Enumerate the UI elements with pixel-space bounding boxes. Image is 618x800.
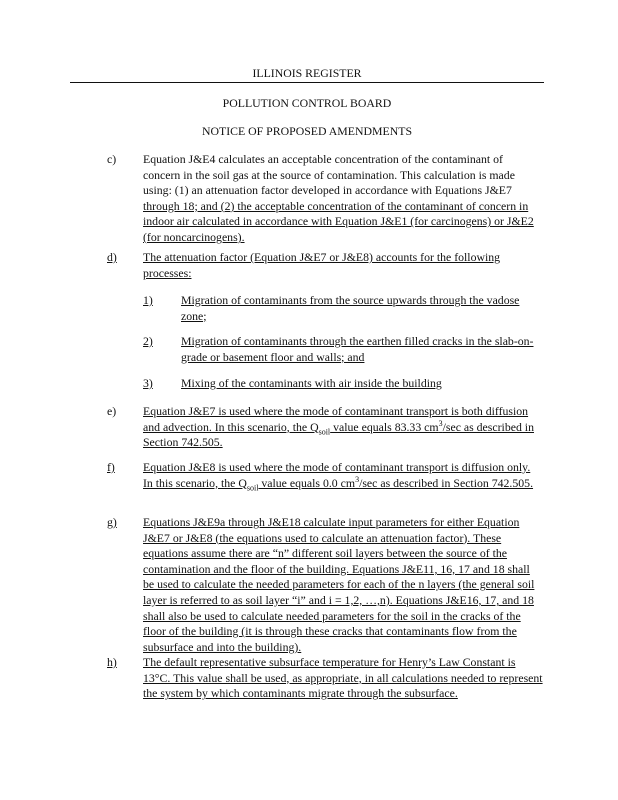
section-c-underlined: through 18; and (2) the acceptable concentration of the contaminant of concern in indoor air calculated in accordance with Equation J&E1 (for carcinogens) or J&E2 (for noncarcinogens).: [143, 198, 534, 244]
section-e-sup: 3: [438, 418, 443, 428]
section-h-text: The default representative subsurface temperature for Henry’s Law Constant is 13°C. This value shall be used, as appropriate, in all calculations needed to represent the system by which contaminants migrate through the subsurface.: [143, 655, 543, 701]
section-d-item-1-label: 1): [143, 293, 153, 307]
section-d-item-1-text: Migration of contaminants from the source upwards through the vadose zone;: [181, 293, 520, 323]
section-e-part2: value equals 83.33 cm: [330, 419, 439, 434]
section-d-item-2-text: Migration of contaminants through the earthen filled cracks in the slab-on-grade or basement floor and walls; and: [181, 334, 534, 364]
section-h-label: h): [107, 655, 117, 669]
header-rule: [70, 82, 544, 83]
section-d-label: d): [107, 250, 117, 264]
section-d-item-3-text: Mixing of the contaminants with air inside the building: [181, 376, 442, 390]
section-e-part1: Equation J&E7 is used where the mode of contaminant transport is both diffusion and advection. In this scenario, the Q: [143, 404, 529, 434]
section-f-text: [143, 460, 543, 491]
section-e-label: e): [107, 404, 117, 418]
section-f-part3: /sec as described in Section 742.505.: [359, 475, 534, 490]
section-c-text: [143, 152, 543, 246]
section-d-text: The attenuation factor (Equation J&E7 or J&E8) accounts for the following processes:: [143, 250, 501, 280]
section-f-sub: soil: [246, 482, 259, 492]
register-title: ILLINOIS REGISTER: [252, 66, 362, 80]
section-c-plain: Equation J&E4 calculates an acceptable concentration of the contaminant of concern in the soil gas at the source of contamination. This calculation is made using: (1) an attenuation factor developed in accordance with Equations J&E7: [143, 152, 515, 198]
section-f-part2: value equals 0.0 cm: [258, 475, 356, 490]
section-f-sup: 3: [355, 474, 360, 484]
notice-title: NOTICE OF PROPOSED AMENDMENTS: [201, 124, 413, 138]
section-e-sub: soil: [318, 426, 331, 436]
section-f-label: f): [107, 460, 115, 474]
section-e-text: [143, 404, 543, 451]
section-f-part1: Equation J&E8 is used where the mode of contaminant transport is diffusion only. In this scenario, the Q: [143, 460, 531, 490]
section-c-label: c): [107, 152, 117, 166]
section-g-text: Equations J&E9a through J&E18 calculate input parameters for either Equation J&E7 or J&E8 (the equations used to calculate an attenuation factor). These equations assume there are “n” different soil layers between the source of the contamination and the floor of the building. Equations J&E11, 16, 17 and 18 shall be used to calculate the needed parameters for each of the n layers (the general soil layer is referred to as soil layer “i” and i = 1,2, …,n). Equations J&E16, 17, and 18 shall also be used to calculate needed parameters for the soil in the cracks of the floor of the building (it is through these cracks that contaminants flow from the subsurface and into the building).: [143, 515, 535, 654]
section-d-item-3-label: 3): [143, 376, 153, 390]
section-e-part3: /sec as described in Section 742.505.: [143, 419, 534, 450]
section-d-item-2-label: 2): [143, 334, 153, 348]
section-g-label: g): [107, 515, 117, 529]
board-title: POLLUTION CONTROL BOARD: [222, 96, 392, 110]
